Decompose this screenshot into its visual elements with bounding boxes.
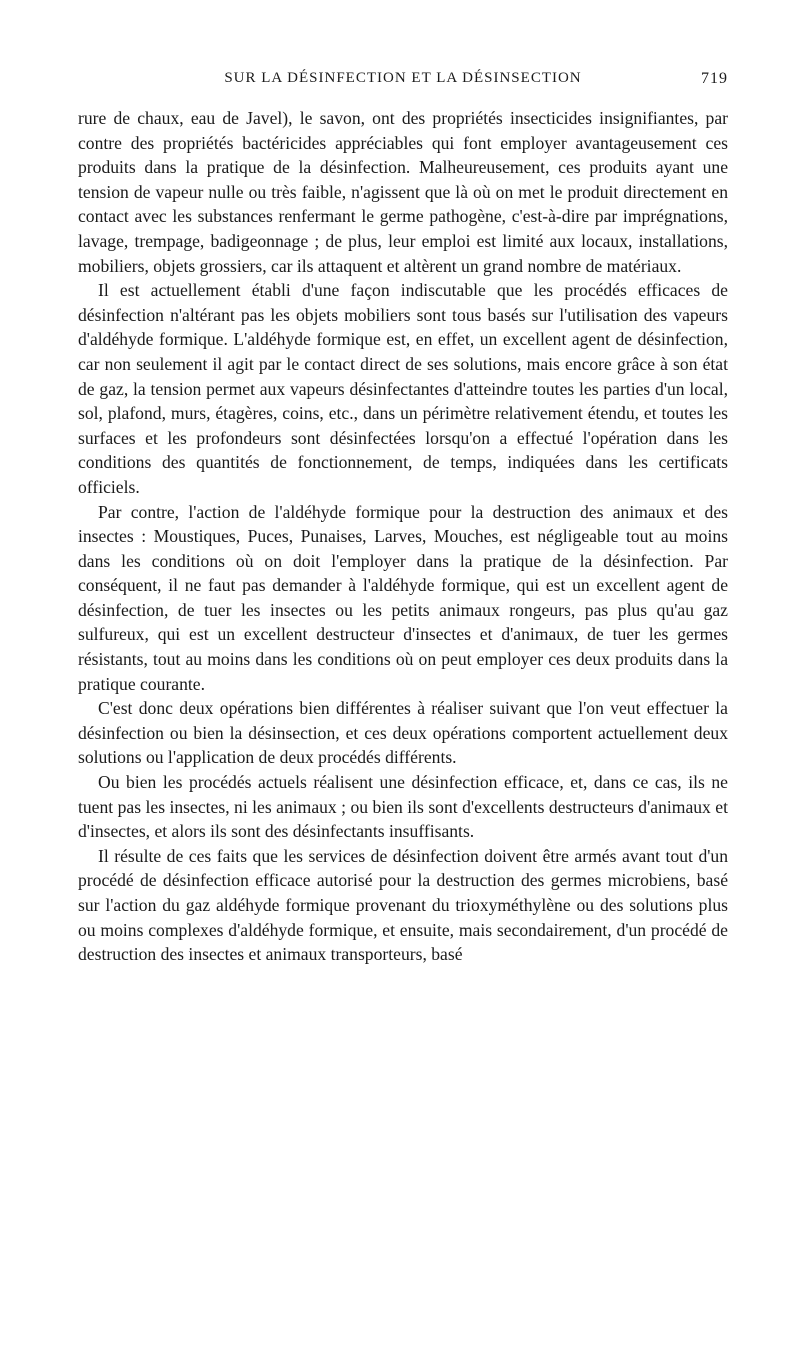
running-title: SUR LA DÉSINFECTION ET LA DÉSINSECTION [224,70,582,86]
page-number: 719 [701,70,728,87]
paragraph-6: Il résulte de ces faits que les services de désinfection doivent être armés avant tout d'un procédé de désinfection efficace autorisé pour la destruction des germes microbiens, basé sur l'action du gaz aldéhyde formique provenant du trioxyméthylène ou des solutions plus ou moins complexes d'aldéhyde formique, et ensuite, mais secondairement, d'un procédé de destruction des insectes et animaux transporteurs, basé [78,845,728,965]
running-head [78,70,728,96]
paragraph-3: Par contre, l'action de l'aldéhyde formique pour la destruction des animaux et des insectes : Moustiques, Puces, Punaises, Larves, Mouches, est négligeable tout au moins dans les conditions où on doit l'employer dans la pratique de la désinfection. Par conséquent, il ne faut pas demander à l'aldéhyde formique, qui est un excellent agent de désinfection, de tuer les insectes ou les petits animaux rongeurs, pas plus qu'au gaz sulfureux, qui est un excellent destructeur d'insectes et d'animaux, de tuer les germes résistants, tout au moins dans les conditions où on peut employer ces deux produits dans la pratique courante. [78,501,728,694]
paragraph-1: rure de chaux, eau de Javel), le savon, ont des propriétés insecticides insignifiantes, par contre des propriétés bactéricides appréciables qui font employer avantageusement ces produits dans la pratique de la désinfection. Malheureusement, ces produits ayant une tension de vapeur nulle ou très faible, n'agissent que là où on met le produit directement en contact avec les substances renfermant le germe pathogène, c'est-à-dire par imprégnations, lavage, trempage, badigeonnage ; de plus, leur emploi est limité aux locaux, installations, mobiliers, objets grossiers, car ils attaquent et altèrent un grand nombre de matériaux. [78,108,728,276]
body-text [78,106,728,967]
paragraph-2: Il est actuellement établi d'une façon indiscutable que les procédés efficaces de désinfection n'altérant pas les objets mobiliers sont tous basés sur l'utilisation des vapeurs d'aldéhyde formique. L'aldéhyde formique est, en effet, un excellent agent de désinfection, car non seulement il agit par le contact direct de ses solutions, mais encore grâce à son état de gaz, la tension permet aux vapeurs désinfectantes d'atteindre toutes les parties d'un local, sol, plafond, murs, étagères, coins, etc., dans un périmètre relativement étendu, et toutes les surfaces et les profondeurs sont désinfectées lorsqu'on a effectué l'opération dans les conditions des quantités de fonctionnement, de temps, indiquées dans les certificats officiels. [78,280,728,497]
paragraph-4: C'est donc deux opérations bien différentes à réaliser suivant que l'on veut effectuer la désinfection ou bien la désinsection, et ces deux opérations comportent actuellement deux solutions ou l'application de deux procédés différents. [78,698,728,768]
paragraph-5: Ou bien les procédés actuels réalisent une désinfection efficace, et, dans ce cas, ils ne tuent pas les insectes, ni les animaux ; ou bien ils sont d'excellents destructeurs d'animaux et d'insectes, et alors ils sont des désinfectants insuffisants. [78,772,728,842]
